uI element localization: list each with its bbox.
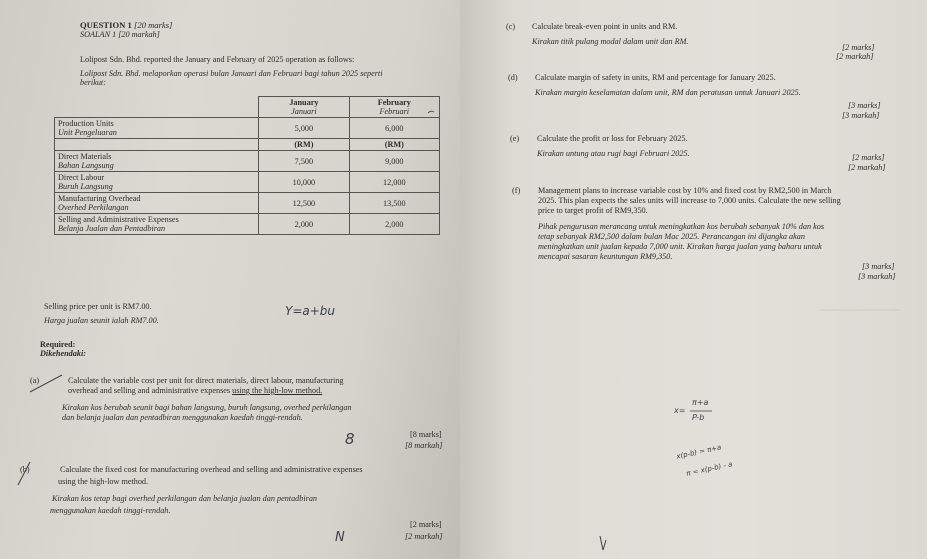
question-a-en-line2: overhead and selling and administrative expenses using the high-low method. [68, 386, 323, 395]
question-e-label: (e) [510, 134, 520, 143]
cell-january: (RM) [259, 139, 349, 151]
dikehendaki-heading: Dikehendaki: [40, 349, 86, 358]
question-e-ms: Kirakan untung atau rugi bagi Februari 2025. [537, 149, 690, 158]
question-a-label: (a) [30, 376, 40, 385]
pen-check-stroke [600, 536, 606, 550]
handwritten-equation-1: x(p-b) = π+a [675, 443, 723, 461]
question-f-en-line1: Management plans to increase variable cost by 10% and fixed cost by RM2,500 in March [538, 186, 832, 195]
cell-february: 13,500 [349, 193, 439, 214]
question-e-markah: [2 markah] [848, 163, 886, 172]
handwritten-formula: Y=a+bu [285, 304, 336, 318]
handwritten-fraction-top: π+a [692, 398, 709, 407]
right-exam-page [460, 0, 927, 559]
question-a-ms-line1: Kirakan kos berubah seunit bagi bahan langsung, buruh langsung, overhed perkilangan [62, 403, 352, 412]
question-f-label: (f) [512, 186, 521, 195]
question-b-en-line2: using the high-low method. [58, 477, 149, 486]
cell-february: 9,000 [349, 151, 439, 172]
question-a-ms-line2: dan belanja jualan dan pentadbiran menggunakan kaedah tinggi-rendah. [62, 413, 303, 422]
question-e-marks: [2 marks] [852, 153, 885, 162]
handwritten-equation-2: π = x(p-b) - a [685, 460, 734, 478]
handwritten-eight: 8 [345, 430, 355, 448]
cell-january: 10,000 [259, 172, 349, 193]
handwritten-x-equals: x= [674, 406, 686, 415]
question-title: QUESTION 1 [20 marks] [80, 20, 173, 30]
question-b-ms-line1: Kirakan kos tetap bagi overhed perkilangan dan belanja jualan dan pentadbiran [52, 494, 318, 503]
row-label: Direct Labour Buruh Langsung [55, 172, 259, 193]
question-f-en-line2: 2025. This plan expects the sales units will increase to 7,000 units. Calculate the new selling [538, 196, 841, 205]
question-a-en-line1: Calculate the variable cost per unit for direct materials, direct labour, manufacturing [68, 376, 344, 385]
required-heading: Required: [40, 340, 76, 349]
pen-stroke [30, 375, 62, 392]
cell-january: 2,000 [259, 214, 349, 235]
cell-january: 5,000 [259, 118, 349, 139]
question-d-en: Calculate margin of safety in units, RM and percentage for January 2025. [535, 73, 776, 82]
cell-february: 12,000 [349, 172, 439, 193]
question-f-marks: [3 marks] [862, 262, 895, 271]
question-c-marks: [2 marks] [842, 43, 875, 52]
cell-february: (RM) [349, 139, 439, 151]
question-b-label: (b) [20, 465, 30, 474]
question-a-markah: [8 markah] [405, 441, 443, 450]
row-label: Manufacturing Overhead Overhed Perkilangan [55, 193, 259, 214]
intro-ms-line2: berikut: [80, 78, 106, 87]
header-january: January Januari [259, 97, 349, 118]
soalan-title: SOALAN 1 [20 markah] [80, 30, 160, 39]
cell-february: 2,000 [349, 214, 439, 235]
cell-january: 7,500 [259, 151, 349, 172]
right-pen-strokes [460, 0, 927, 559]
left-exam-page [0, 0, 462, 559]
question-c-ms: Kirakan titik pulang modal dalam unit dan RM. [532, 37, 689, 46]
question-f-en-line3: price to target profit of RM9,350. [538, 206, 648, 215]
question-e-en: Calculate the profit or loss for February 2025. [537, 134, 688, 143]
selling-price-en: Selling price per unit is RM7.00. [44, 302, 152, 311]
question-f-ms-line4: mencapai sasaran keuntungan RM9,350. [538, 252, 673, 261]
pen-stroke [18, 462, 30, 485]
question-f-markah: [3 markah] [858, 272, 896, 281]
pen-stroke [428, 111, 434, 113]
question-f-ms-line1: Pihak pengurusan merancang untuk meningkatkan kos berubah sebanyak 10% dan kos [538, 222, 825, 231]
intro-en: Lolipost Sdn. Bhd. reported the January and February of 2025 operation as follows: [80, 55, 355, 64]
question-f-ms-line3: meningkatkan unit jualan kepada 7,000 unit. Kirakan harga jualan yang baharu untuk [538, 242, 822, 251]
question-b-markah: [2 markah] [405, 532, 443, 541]
header-february: February Februari [349, 97, 439, 118]
question-b-en-line1: Calculate the fixed cost for manufacturing overhead and selling and administrative expenses [60, 465, 363, 474]
row-label: Production Units Unit Pengeluaran [55, 118, 259, 139]
question-b-ms-line2: menggunakan kaedah tinggi-rendah. [50, 506, 171, 515]
question-c-label: (c) [506, 22, 516, 31]
row-label: Direct Materials Bahan Langsung [55, 151, 259, 172]
intro-ms-line1: Lolipost Sdn. Bhd. melaporkan operasi bulan Januari dan Februari bagi tahun 2025 seperti [80, 69, 383, 78]
question-d-label: (d) [508, 73, 518, 82]
question-c-markah: [2 markah] [836, 52, 874, 61]
question-d-markah: [3 markah] [842, 111, 880, 120]
handwritten-n: N [335, 530, 345, 545]
selling-price-ms: Harga jualan seunit ialah RM7.00. [44, 316, 159, 325]
question-f-ms-line2: tetap sebanyak RM2,500 dalam bulan Mac 2025. Perancangan ini dijangka akan [538, 232, 805, 241]
question-d-marks: [3 marks] [848, 101, 881, 110]
cell-february: 6,000 [349, 118, 439, 139]
cell-january: 12,500 [259, 193, 349, 214]
row-label: Selling and Administrative Expenses Belanja Jualan dan Pentadbiran [55, 214, 259, 235]
question-d-ms: Kirakan margin keselamatan dalam unit, RM dan peratusan untuk Januari 2025. [535, 88, 801, 97]
question-b-marks: [2 marks] [410, 520, 442, 529]
handwritten-fraction-bottom: P-b [692, 413, 705, 422]
pen-strokes [0, 0, 462, 559]
question-c-en: Calculate break-even point in units and RM. [532, 22, 678, 31]
question-a-marks: [8 marks] [410, 430, 442, 439]
